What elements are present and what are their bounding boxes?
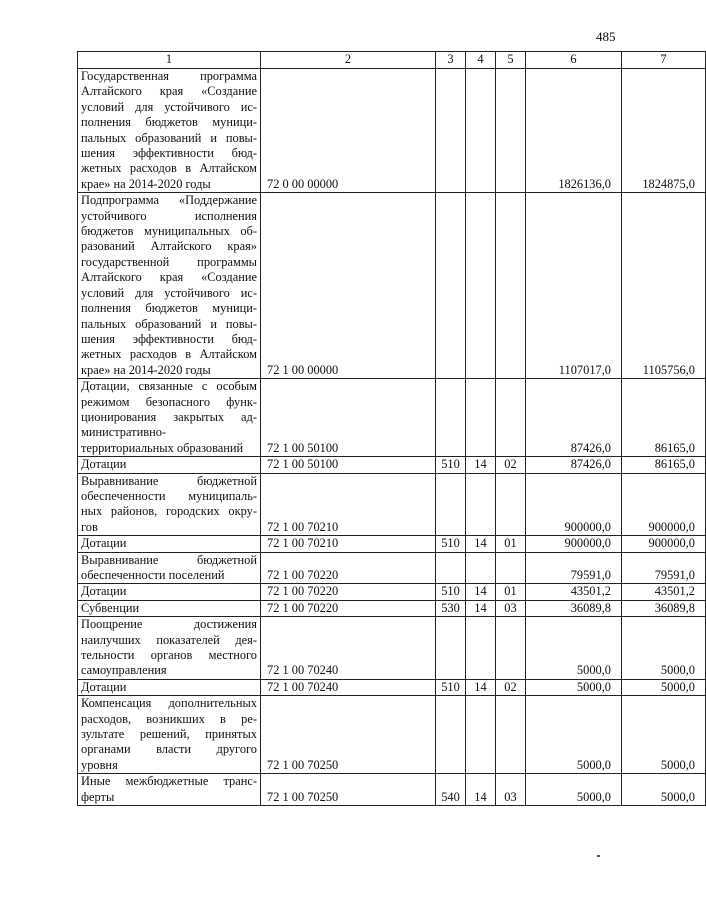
row-name-line: Подпрограмма «Поддержание <box>81 193 257 208</box>
row-name-line: Выравнивание бюджетной <box>81 552 257 567</box>
row-name-cell <box>78 473 261 536</box>
row-col4-cell <box>466 696 496 774</box>
header-cell-4: 4 <box>466 52 496 69</box>
row-name-line: расходов, возникших в ре- <box>81 711 257 726</box>
row-col4-cell <box>466 379 496 457</box>
row-name-line: обеспеченности муниципаль- <box>81 488 257 503</box>
row-code-cell: 72 1 00 50100 <box>261 457 436 473</box>
row-name-line: гов <box>81 519 98 534</box>
header-cell-5: 5 <box>496 52 526 69</box>
row-col4-cell: 14 <box>466 679 496 695</box>
row-col5-cell: 01 <box>496 584 526 600</box>
row-name-line: жетных расходов в Алтайском <box>81 161 257 176</box>
row-name-line: шения эффективности бюд- <box>81 146 257 161</box>
row-name-line: ционирования закрытых ад- <box>81 409 257 424</box>
table-row <box>78 696 706 774</box>
row-name-line: полнения бюджетов муници- <box>81 115 257 130</box>
row-col3-cell: 530 <box>436 600 466 616</box>
row-name-cell <box>78 69 261 193</box>
row-name-line: самоуправления <box>81 663 167 678</box>
row-col6-cell: 900000,0 <box>526 473 622 536</box>
row-col5-cell <box>496 379 526 457</box>
row-col3-cell: 510 <box>436 457 466 473</box>
row-col7-cell: 36089,8 <box>622 600 706 616</box>
row-col3-cell: 510 <box>436 679 466 695</box>
row-name-line: Поощрение достижения <box>81 617 257 632</box>
row-col3-cell <box>436 69 466 193</box>
header-cell-1: 1 <box>78 52 261 69</box>
row-col3-cell: 540 <box>436 774 466 806</box>
row-col5-cell: 02 <box>496 457 526 473</box>
row-name-cell <box>78 457 261 473</box>
row-col4-cell: 14 <box>466 536 496 552</box>
row-name-line: обеспеченности поселений <box>81 568 225 582</box>
row-code-cell: 72 1 00 70250 <box>261 774 436 806</box>
row-col4-cell <box>466 193 496 379</box>
row-name-cell <box>78 193 261 379</box>
row-name-line: Государственная программа <box>81 69 257 83</box>
row-code-cell: 72 0 00 00000 <box>261 69 436 193</box>
page-number: 485 <box>596 29 616 44</box>
row-name-line: Алтайского края «Создание <box>81 270 257 285</box>
row-name-line: крае» на 2014-2020 годы <box>81 362 211 377</box>
table-row <box>78 552 706 584</box>
row-col5-cell <box>496 69 526 193</box>
row-col7-cell: 86165,0 <box>622 379 706 457</box>
row-col3-cell: 510 <box>436 584 466 600</box>
row-col6-cell: 900000,0 <box>526 536 622 552</box>
row-name-line: полнения бюджетов муници- <box>81 301 257 316</box>
row-code-cell: 72 1 00 70240 <box>261 617 436 680</box>
row-name-line: Алтайского края «Создание <box>81 84 257 99</box>
row-code-cell: 72 1 00 70210 <box>261 536 436 552</box>
table-row <box>78 69 706 193</box>
row-name-line: уровня <box>81 757 118 772</box>
row-name-cell <box>78 696 261 774</box>
row-col4-cell: 14 <box>466 774 496 806</box>
row-col6-cell: 5000,0 <box>526 679 622 695</box>
row-name-line: режимом безопасного функ- <box>81 394 257 409</box>
row-name-line: устойчивого исполнения <box>81 208 257 223</box>
row-name-line: зультате решений, принятых <box>81 727 257 742</box>
row-name-line: разований Алтайского края» <box>81 239 257 254</box>
row-col7-cell: 900000,0 <box>622 536 706 552</box>
row-col4-cell <box>466 552 496 584</box>
row-col4-cell <box>466 473 496 536</box>
header-cell-2: 2 <box>261 52 436 69</box>
row-name-line: Субвенции <box>81 600 140 615</box>
row-col3-cell: 510 <box>436 536 466 552</box>
header-cell-7: 7 <box>622 52 706 69</box>
row-col5-cell: 03 <box>496 600 526 616</box>
row-name-line: Дотации <box>81 679 127 694</box>
row-col5-cell <box>496 552 526 584</box>
table-row <box>78 473 706 536</box>
row-name-cell <box>78 584 261 600</box>
row-name-line: Дотации, связанные с особым <box>81 379 257 394</box>
row-name-cell <box>78 600 261 616</box>
table-row <box>78 600 706 616</box>
row-col7-cell: 900000,0 <box>622 473 706 536</box>
row-col4-cell: 14 <box>466 584 496 600</box>
row-col4-cell: 14 <box>466 457 496 473</box>
scan-mark <box>597 855 600 857</box>
table-row <box>78 457 706 473</box>
row-code-cell: 72 1 00 70250 <box>261 696 436 774</box>
table-row <box>78 536 706 552</box>
row-name-line: пальных образований и повы- <box>81 130 257 145</box>
row-col6-cell: 1826136,0 <box>526 69 622 193</box>
row-code-cell: 72 1 00 00000 <box>261 193 436 379</box>
row-code-cell: 72 1 00 70220 <box>261 584 436 600</box>
row-col5-cell <box>496 193 526 379</box>
table-row <box>78 774 706 806</box>
table-row <box>78 193 706 379</box>
row-col6-cell: 87426,0 <box>526 457 622 473</box>
row-col7-cell: 43501,2 <box>622 584 706 600</box>
row-col6-cell: 5000,0 <box>526 617 622 680</box>
row-col6-cell: 79591,0 <box>526 552 622 584</box>
table-header-row <box>78 52 706 69</box>
row-col7-cell: 5000,0 <box>622 696 706 774</box>
row-col3-cell <box>436 473 466 536</box>
row-name-line: жетных расходов в Алтайском <box>81 347 257 362</box>
row-col7-cell: 5000,0 <box>622 679 706 695</box>
row-col7-cell: 1105756,0 <box>622 193 706 379</box>
budget-table <box>77 51 706 806</box>
row-name-line: Компенсация дополнительных <box>81 696 257 711</box>
row-name-line: ферты <box>81 789 115 804</box>
row-col5-cell: 01 <box>496 536 526 552</box>
row-name-line: наилучших показателей дея- <box>81 632 257 647</box>
row-col3-cell <box>436 193 466 379</box>
row-name-line: Выравнивание бюджетной <box>81 473 257 488</box>
table-row <box>78 617 706 680</box>
row-col4-cell: 14 <box>466 600 496 616</box>
row-col7-cell: 1824875,0 <box>622 69 706 193</box>
row-col3-cell <box>436 379 466 457</box>
row-col6-cell: 36089,8 <box>526 600 622 616</box>
row-name-cell <box>78 552 261 584</box>
row-col5-cell: 03 <box>496 774 526 806</box>
row-name-line: территориальных образований <box>81 440 244 455</box>
row-col3-cell <box>436 617 466 680</box>
row-code-cell: 72 1 00 50100 <box>261 379 436 457</box>
row-col6-cell: 5000,0 <box>526 696 622 774</box>
row-name-cell <box>78 617 261 680</box>
row-name-line: условий для устойчивого ис- <box>81 99 257 114</box>
header-cell-3: 3 <box>436 52 466 69</box>
row-code-cell: 72 1 00 70210 <box>261 473 436 536</box>
row-name-line: тельности органов местного <box>81 648 257 663</box>
row-name-cell <box>78 379 261 457</box>
row-col7-cell: 5000,0 <box>622 617 706 680</box>
row-col6-cell: 1107017,0 <box>526 193 622 379</box>
row-col6-cell: 43501,2 <box>526 584 622 600</box>
row-col7-cell: 5000,0 <box>622 774 706 806</box>
row-name-cell <box>78 536 261 552</box>
row-name-line: условий для устойчивого ис- <box>81 285 257 300</box>
row-name-line: Дотации <box>81 457 127 472</box>
row-name-line: Дотации <box>81 584 127 599</box>
row-col5-cell: 02 <box>496 679 526 695</box>
row-name-line: органами власти другого <box>81 742 257 757</box>
row-col4-cell <box>466 69 496 193</box>
row-name-line: государственной программы <box>81 254 257 269</box>
row-name-line: крае» на 2014-2020 годы <box>81 176 211 191</box>
row-col7-cell: 79591,0 <box>622 552 706 584</box>
table-row <box>78 584 706 600</box>
row-col3-cell <box>436 552 466 584</box>
table-row <box>78 379 706 457</box>
row-col3-cell <box>436 696 466 774</box>
row-name-line: ных районов, городских окру- <box>81 504 257 519</box>
row-col5-cell <box>496 617 526 680</box>
row-col5-cell <box>496 473 526 536</box>
row-col4-cell <box>466 617 496 680</box>
row-name-line: бюджетов муниципальных об- <box>81 224 257 239</box>
row-name-line: шения эффективности бюд- <box>81 331 257 346</box>
row-code-cell: 72 1 00 70220 <box>261 552 436 584</box>
row-code-cell: 72 1 00 70240 <box>261 679 436 695</box>
row-name-cell <box>78 679 261 695</box>
row-name-line: Дотации <box>81 536 127 551</box>
row-name-cell <box>78 774 261 806</box>
row-name-line: министративно- <box>81 425 167 440</box>
row-col7-cell: 86165,0 <box>622 457 706 473</box>
row-col5-cell <box>496 696 526 774</box>
row-col6-cell: 5000,0 <box>526 774 622 806</box>
row-code-cell: 72 1 00 70220 <box>261 600 436 616</box>
header-cell-6: 6 <box>526 52 622 69</box>
table-row <box>78 679 706 695</box>
row-col6-cell: 87426,0 <box>526 379 622 457</box>
row-name-line: пальных образований и повы- <box>81 316 257 331</box>
row-name-line: Иные межбюджетные транс- <box>81 774 257 789</box>
